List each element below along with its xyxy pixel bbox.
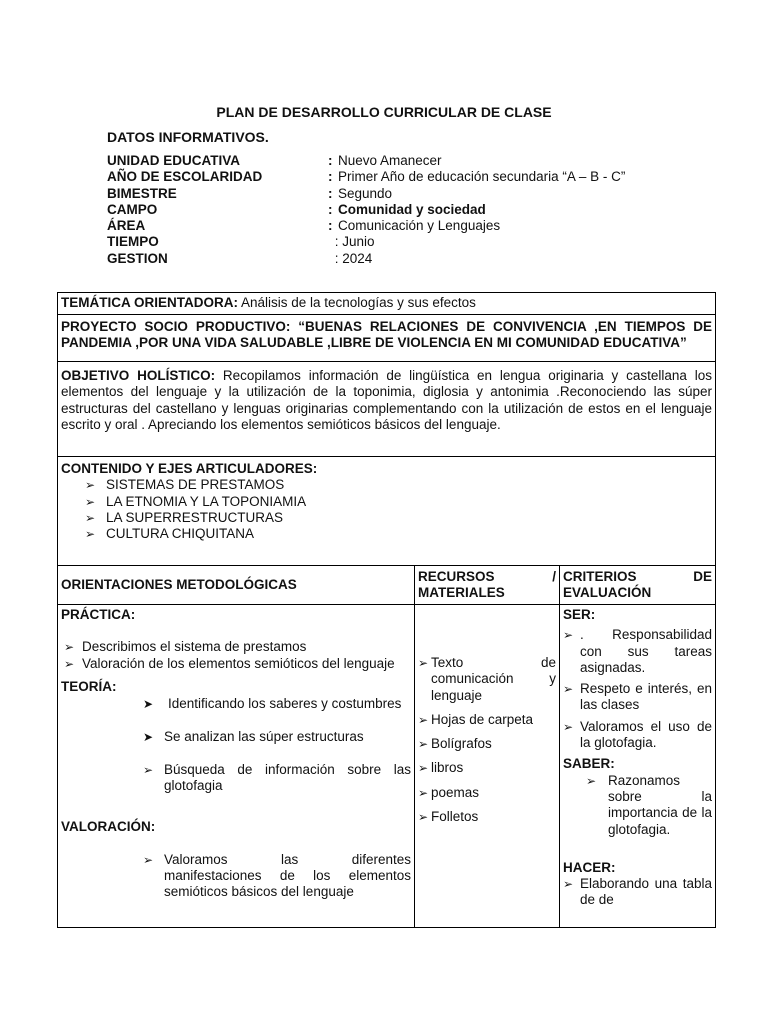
saber-label: SABER: <box>563 756 615 772</box>
info-colon: : <box>328 169 333 185</box>
list-item: ➢ poemas <box>418 784 480 800</box>
arrow-bullet-icon: ➢ <box>418 810 429 825</box>
header-recursos: RECURSOS / MATERIALES <box>415 566 560 605</box>
valoracion-label: VALORACIÓN: <box>61 819 156 835</box>
info-value: Comunidad y sociedad <box>338 201 486 217</box>
arrow-bullet-icon: ➢ <box>143 762 154 777</box>
arrow-bullet-icon: ➢ <box>563 628 574 643</box>
arrow-bullet-icon: ➢ <box>85 527 96 542</box>
tematica-label: TEMÁTICA ORIENTADORA: <box>61 295 238 310</box>
list-item: ➢ Búsqueda de información sobre las glotofagia <box>143 761 411 794</box>
header-criterios: CRITERIOS DE EVALUACIÓN <box>560 566 716 605</box>
contenido-cell <box>58 457 716 566</box>
arrow-bullet-icon: ➢ <box>418 785 429 800</box>
arrow-bullet-icon: ➢ <box>418 761 429 776</box>
contenido-label: CONTENIDO Y EJES ARTICULADORES: <box>61 461 318 476</box>
row-tematica <box>58 293 716 315</box>
list-item: ➢ Bolígrafos <box>418 736 492 752</box>
tematica-value: Análisis de la tecnologías y sus efectos <box>237 295 476 310</box>
teoria-label: TEORÍA: <box>61 678 117 694</box>
info-label: UNIDAD EDUCATIVA <box>107 153 240 168</box>
info-value: Segundo <box>338 185 393 201</box>
list-item: ➢ Elaborando una tabla de de <box>563 876 712 908</box>
contenido-list <box>61 477 712 542</box>
list-item: ➢ CULTURA CHIQUITANA <box>85 526 255 542</box>
list-item: ➤ Se analizan las súper estructuras <box>143 729 364 745</box>
arrow-bullet-icon: ➢ <box>563 719 574 734</box>
list-item: ➢ Valoramos el uso de la glotofagia. <box>563 718 712 751</box>
info-label: CAMPO <box>107 201 158 217</box>
arrow-bold-bullet-icon: ➤ <box>143 697 154 712</box>
info-label: AÑO DE ESCOLARIDAD <box>107 169 263 185</box>
info-colon: : <box>328 185 333 201</box>
row-contenido <box>58 457 716 566</box>
row-headers <box>58 566 716 605</box>
list-item: ➢ Respeto e interés, en las clases <box>563 681 712 713</box>
arrow-bullet-icon: ➢ <box>586 773 597 788</box>
orientaciones-cell <box>58 605 415 928</box>
list-item: ➢ Texto de comunicación y lenguaje <box>418 655 556 703</box>
info-colon: : <box>328 201 333 217</box>
list-item: ➢ LA SUPERRESTRUCTURAS <box>85 509 284 525</box>
list-item: ➢ libros <box>418 760 464 776</box>
info-value: : Junio <box>331 234 375 250</box>
arrow-bullet-icon: ➢ <box>85 510 96 525</box>
list-item: ➢ LA ETNOMIA Y LA TOPONIAMIA <box>85 493 307 509</box>
list-item: ➢ Hojas de carpeta <box>418 711 534 727</box>
info-value: Primer Año de educación secundaria “A – B - C” <box>338 169 626 185</box>
info-label: BIMESTRE <box>107 185 177 201</box>
info-label: ÁREA <box>107 218 146 234</box>
info-label: TIEMPO <box>107 234 159 250</box>
hacer-label: HACER: <box>563 859 616 875</box>
objetivo-cell <box>58 362 716 457</box>
practica-label: PRÁCTICA: <box>61 607 136 622</box>
criterios-cell <box>560 605 716 928</box>
list-item: ➢ Describimos el sistema de prestamos <box>64 639 307 655</box>
info-label: GESTION <box>107 250 168 266</box>
arrow-bullet-icon: ➢ <box>64 656 75 671</box>
info-value: Nuevo Amanecer <box>338 153 442 168</box>
proyecto-cell: PROYECTO SOCIO PRODUCTIVO: “BUENAS RELACIONES DE CONVIVENCIA ,EN TIEMPOS DE PANDEMIA ,POR UNA VIDA SALUDABLE ,LIBRE DE VIOLENCIA EN MI COMUNIDAD EDUCATIVA” <box>58 315 716 362</box>
arrow-bullet-icon: ➢ <box>143 852 154 867</box>
info-colon: : <box>328 153 333 168</box>
datos-informativos-title: DATOS INFORMATIVOS. <box>107 129 269 145</box>
list-item: ➢ Valoración de los elementos semióticos del lenguaje <box>64 655 395 671</box>
arrow-bullet-icon: ➢ <box>85 478 96 493</box>
row-proyecto <box>58 315 716 362</box>
arrow-bullet-icon: ➢ <box>85 494 96 509</box>
objetivo-label: OBJETIVO HOLÍSTICO: <box>61 368 216 383</box>
arrow-bullet-icon: ➢ <box>418 712 429 727</box>
row-objetivo <box>58 362 716 457</box>
ser-label: SER: <box>563 607 596 622</box>
arrow-bullet-icon: ➢ <box>563 877 574 892</box>
info-value: : 2024 <box>331 250 373 266</box>
header-orientaciones: ORIENTACIONES METODOLÓGICAS <box>58 566 415 605</box>
info-value: Comunicación y Lenguajes <box>338 218 501 234</box>
objetivo-value: Recopilamos información de lingüística en lengua originaria y castellana los elementos del lenguaje y la utilización de la toponimia, diglosia y antonimia .Reconociendo las súper estructuras del castellano y lenguas originarias complementando con la utilización de estos en el lenguaje escrito y oral . Apreciando los elementos semióticos básicos del lenguaje. <box>61 368 716 432</box>
plan-table <box>57 292 716 928</box>
list-item: ➢ Folletos <box>418 809 479 825</box>
list-item: ➢ Valoramos las diferentes manifestaciones de los elementos semióticos básicos del lenguaje <box>143 851 411 900</box>
list-item: ➢ . Responsabilidad con sus tareas asignadas. <box>563 627 712 675</box>
arrow-bullet-icon: ➢ <box>563 682 574 697</box>
info-colon: : <box>328 218 333 234</box>
list-item: ➢ Razonamos sobre la importancia de la glotofagia. <box>586 772 712 837</box>
arrow-bold-bullet-icon: ➤ <box>143 730 154 745</box>
row-body <box>58 605 716 928</box>
document-title: PLAN DE DESARROLLO CURRICULAR DE CLASE <box>216 104 552 120</box>
arrow-bullet-icon: ➢ <box>418 656 429 670</box>
list-item: ➤ Identificando los saberes y costumbres <box>143 696 402 712</box>
arrow-bullet-icon: ➢ <box>64 640 75 655</box>
tematica-cell <box>58 293 716 315</box>
list-item: ➢ SISTEMAS DE PRESTAMOS <box>85 477 285 493</box>
arrow-bullet-icon: ➢ <box>418 737 429 752</box>
recursos-cell <box>415 605 560 928</box>
